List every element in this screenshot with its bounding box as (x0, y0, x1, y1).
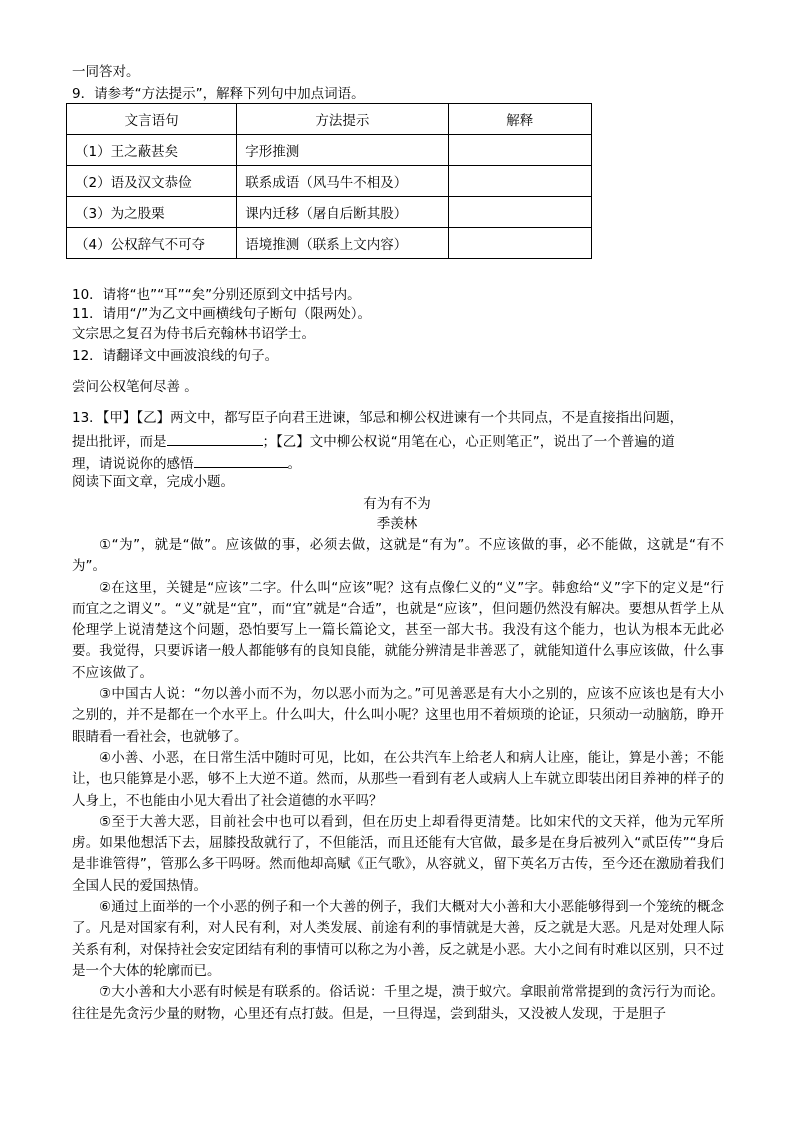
paragraph: ⑥通过上面举的一个小恶的例子和一个大善的例子，我们大概对大小善和大小恶能够得到一个笼统的概念了。凡是对国家有利，对人民有利，对人类发展、前途有利的事情就是大善，反之就是大恶。凡是对处理人际关系有利，对保持社会安定团结有利的事情可以称之为小善，反之就是小恶。大小之间有时难以区别，只不过是一个大体的轮廓而已。 (72, 899, 724, 979)
row-sentence: （2）语及汉文恭俭 (67, 166, 237, 197)
table-header-row (67, 104, 592, 135)
paragraph: ③中国古人说：“勿以善小而不为，勿以恶小而为之。”可见善恶是有大小之别的，应该不应该也是有大小之别的，并不是都在一个水平上。什么叫大，什么叫小呢？这里也用不着烦琐的论证，只须动一动脑筋，睁开眼睛看一看社会，也就够了。 (72, 686, 724, 745)
header-sentence: 文言语句 (67, 104, 237, 135)
table-row (67, 135, 592, 166)
q13-text-c: 理，请说说你的感悟 (72, 456, 194, 472)
row-hint: 课内迁移（屠自后断其股） (237, 197, 448, 228)
row-hint: 语境推测（联系上文内容） (237, 228, 448, 259)
row-sentence: （1）王之蔽甚矣 (67, 135, 237, 166)
row-sentence: （3）为之股栗 (67, 197, 237, 228)
answer-blank-1[interactable] (167, 430, 263, 446)
article-author: 季羡林 (376, 516, 418, 532)
question-12-sentence: 尝问公权笔何尽善 。 (72, 379, 198, 395)
paragraph: ②在这里，关键是“应该”二字。什么叫“应该”呢？这有点像仁义的“义”字。韩愈给“义”字下的定义是“行而宜之之谓义”。“义”就是“宜”，而“宜”就是“合适”，也就是“应该”，但问题仍然没有解决。要想从哲学上从伦理学上说清楚这个问题，恐怕要写上一篇长篇论文，甚至一部大书。我没有这个能力，也认为根本无此必要。我觉得，只要诉诸一般人都能够有的良知良能，就能分辨清是非善恶了，就能知道什么事应该做，什么事不应该做了。 (72, 579, 724, 681)
article-body (72, 535, 724, 1025)
header-answer: 解释 (448, 104, 591, 135)
paragraph: ⑦大小善和大小恶有时候是有联系的。俗话说：千里之堤，溃于蚁穴。拿眼前常常提到的贪污行为而论。往往是先贪污少量的财物，心里还有点打鼓。但是，一旦得逞，尝到甜头，又没被人发现，于是胆子 (72, 984, 724, 1022)
row-answer-cell[interactable] (448, 135, 591, 166)
reading-intro: 阅读下面文章，完成小题。 (72, 474, 234, 490)
header-hint: 方法提示 (237, 104, 448, 135)
question-13-line-2 (72, 430, 675, 452)
table-row (67, 197, 592, 228)
paragraph: ⑤至于大善大恶，目前社会中也可以看到，但在历史上却看得更清楚。比如宋代的文天祥，他为元军所虏。如果他想活下去，屈膝投敌就行了，不但能活，而且还能有大官做，最多是在身后被列入“贰臣传”“身后是非谁管得”，管那么多干吗呀。然而他却高赋《正气歌》，从容就义，留下英名万古传，至今还在激励着我们全国人民的爱国热情。 (72, 813, 724, 894)
q13-text-b: ；【乙】文中柳公权说“用笔在心，心正则笔正”，说出了一个普遍的道 (262, 434, 675, 450)
row-hint: 联系成语（风马牛不相及） (237, 166, 448, 197)
row-answer-cell[interactable] (448, 197, 591, 228)
row-sentence: （4）公权辞气不可夺 (67, 228, 237, 259)
question-9-table (66, 103, 592, 259)
question-13-line-3 (72, 452, 301, 474)
paragraph: ④小善、小恶，在日常生活中随时可见，比如，在公共汽车上给老人和病人让座，能让，算是小善；不能让，也只能算是小恶，够不上大逆不道。然而，从那些一看到有老人或病人上车就立即装出闭目养神的样子的人身上，不也能由小见大看出了社会道德的水平吗？ (72, 749, 724, 809)
question-9-prompt: 9．请参考“方法提示”，解释下列句中加点词语。 (72, 86, 365, 102)
question-11-prompt: 11．请用“/”为乙文中画横线句子断句（限两处）。 (72, 306, 371, 322)
answer-blank-2[interactable] (194, 452, 288, 468)
q13-text-a: 提出批评，而是 (72, 434, 167, 450)
question-10-prompt: 10．请将“也”“耳”“矣”分别还原到文中括号内。 (72, 287, 361, 303)
table-row (67, 166, 592, 197)
question-12-prompt: 12．请翻译文中画波浪线的句子。 (72, 348, 279, 364)
row-answer-cell[interactable] (448, 166, 591, 197)
table-row (67, 228, 592, 259)
q13-text-d: 。 (287, 456, 301, 472)
question-13-line-1: 13．【甲】【乙】两文中，都写臣子向君王进谏，邹忌和柳公权进谏有一个共同点，不是直接指出问题， (72, 410, 684, 426)
row-answer-cell[interactable] (448, 228, 591, 259)
paragraph: ①“为”，就是“做”。应该做的事，必须去做，这就是“有为”。不应该做的事，必不能做，这就是“有不为”。 (72, 537, 724, 575)
previous-answer-line: 一同答对。 (72, 64, 140, 80)
row-hint: 字形推测 (237, 135, 448, 166)
question-11-sentence: 文宗思之复召为侍书后充翰林书诏学士。 (72, 326, 315, 342)
article-title: 有为有不为 (363, 496, 431, 512)
